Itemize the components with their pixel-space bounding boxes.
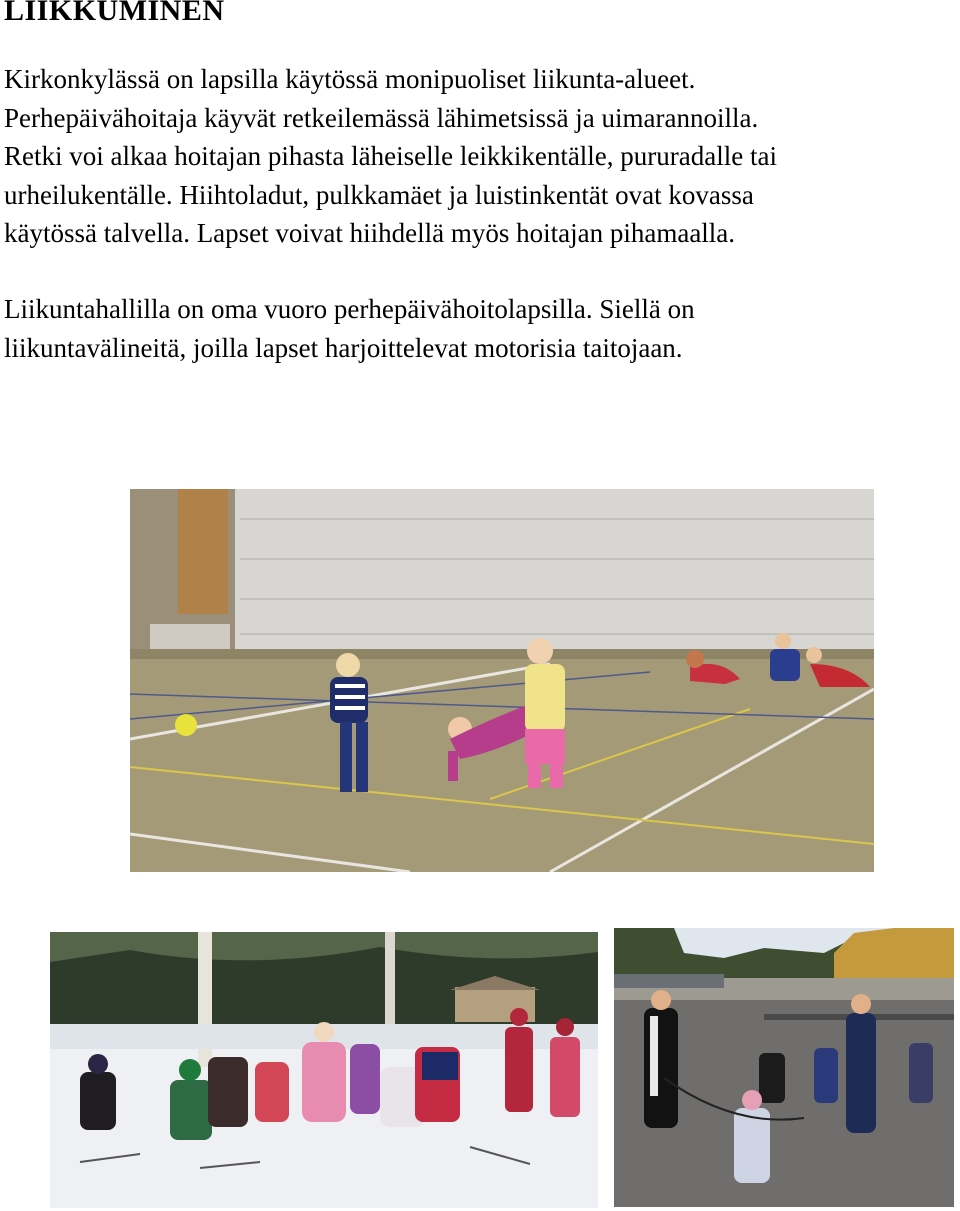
paragraph-sports-hall bbox=[4, 290, 695, 367]
paragraph-line: Liikuntahallilla on oma vuoro perhepäivähoitolapsilla. Siellä on bbox=[4, 294, 695, 324]
photo-outdoor-play bbox=[614, 928, 954, 1207]
photo-skiing-children bbox=[50, 932, 598, 1208]
paragraph-line: Retki voi alkaa hoitajan pihasta läheiselle leikkikentälle, pururadalle tai bbox=[4, 141, 777, 171]
paragraph-line: liikuntavälineitä, joilla lapset harjoittelevat motorisia taitojaan. bbox=[4, 332, 683, 363]
paragraph-outdoor-activities bbox=[4, 60, 777, 253]
paragraph-line: Perhepäivähoitaja käyvät retkeilemässä lähimetsissä ja uimarannoilla. bbox=[4, 102, 759, 133]
paragraph-line: urheilukentälle. Hiihtoladut, pulkkamäet ja luistinkentät ovat kovassa bbox=[4, 179, 754, 210]
paragraph-line: käytössä talvella. Lapset voivat hiihdellä myös hoitajan pihamaalla. bbox=[4, 218, 736, 248]
photo-sports-hall bbox=[130, 489, 874, 872]
page-heading: LIIKKUMINEN bbox=[4, 0, 225, 27]
paragraph-line: Kirkonkylässä on lapsilla käytössä monipuoliset liikunta-alueet. bbox=[4, 64, 696, 94]
